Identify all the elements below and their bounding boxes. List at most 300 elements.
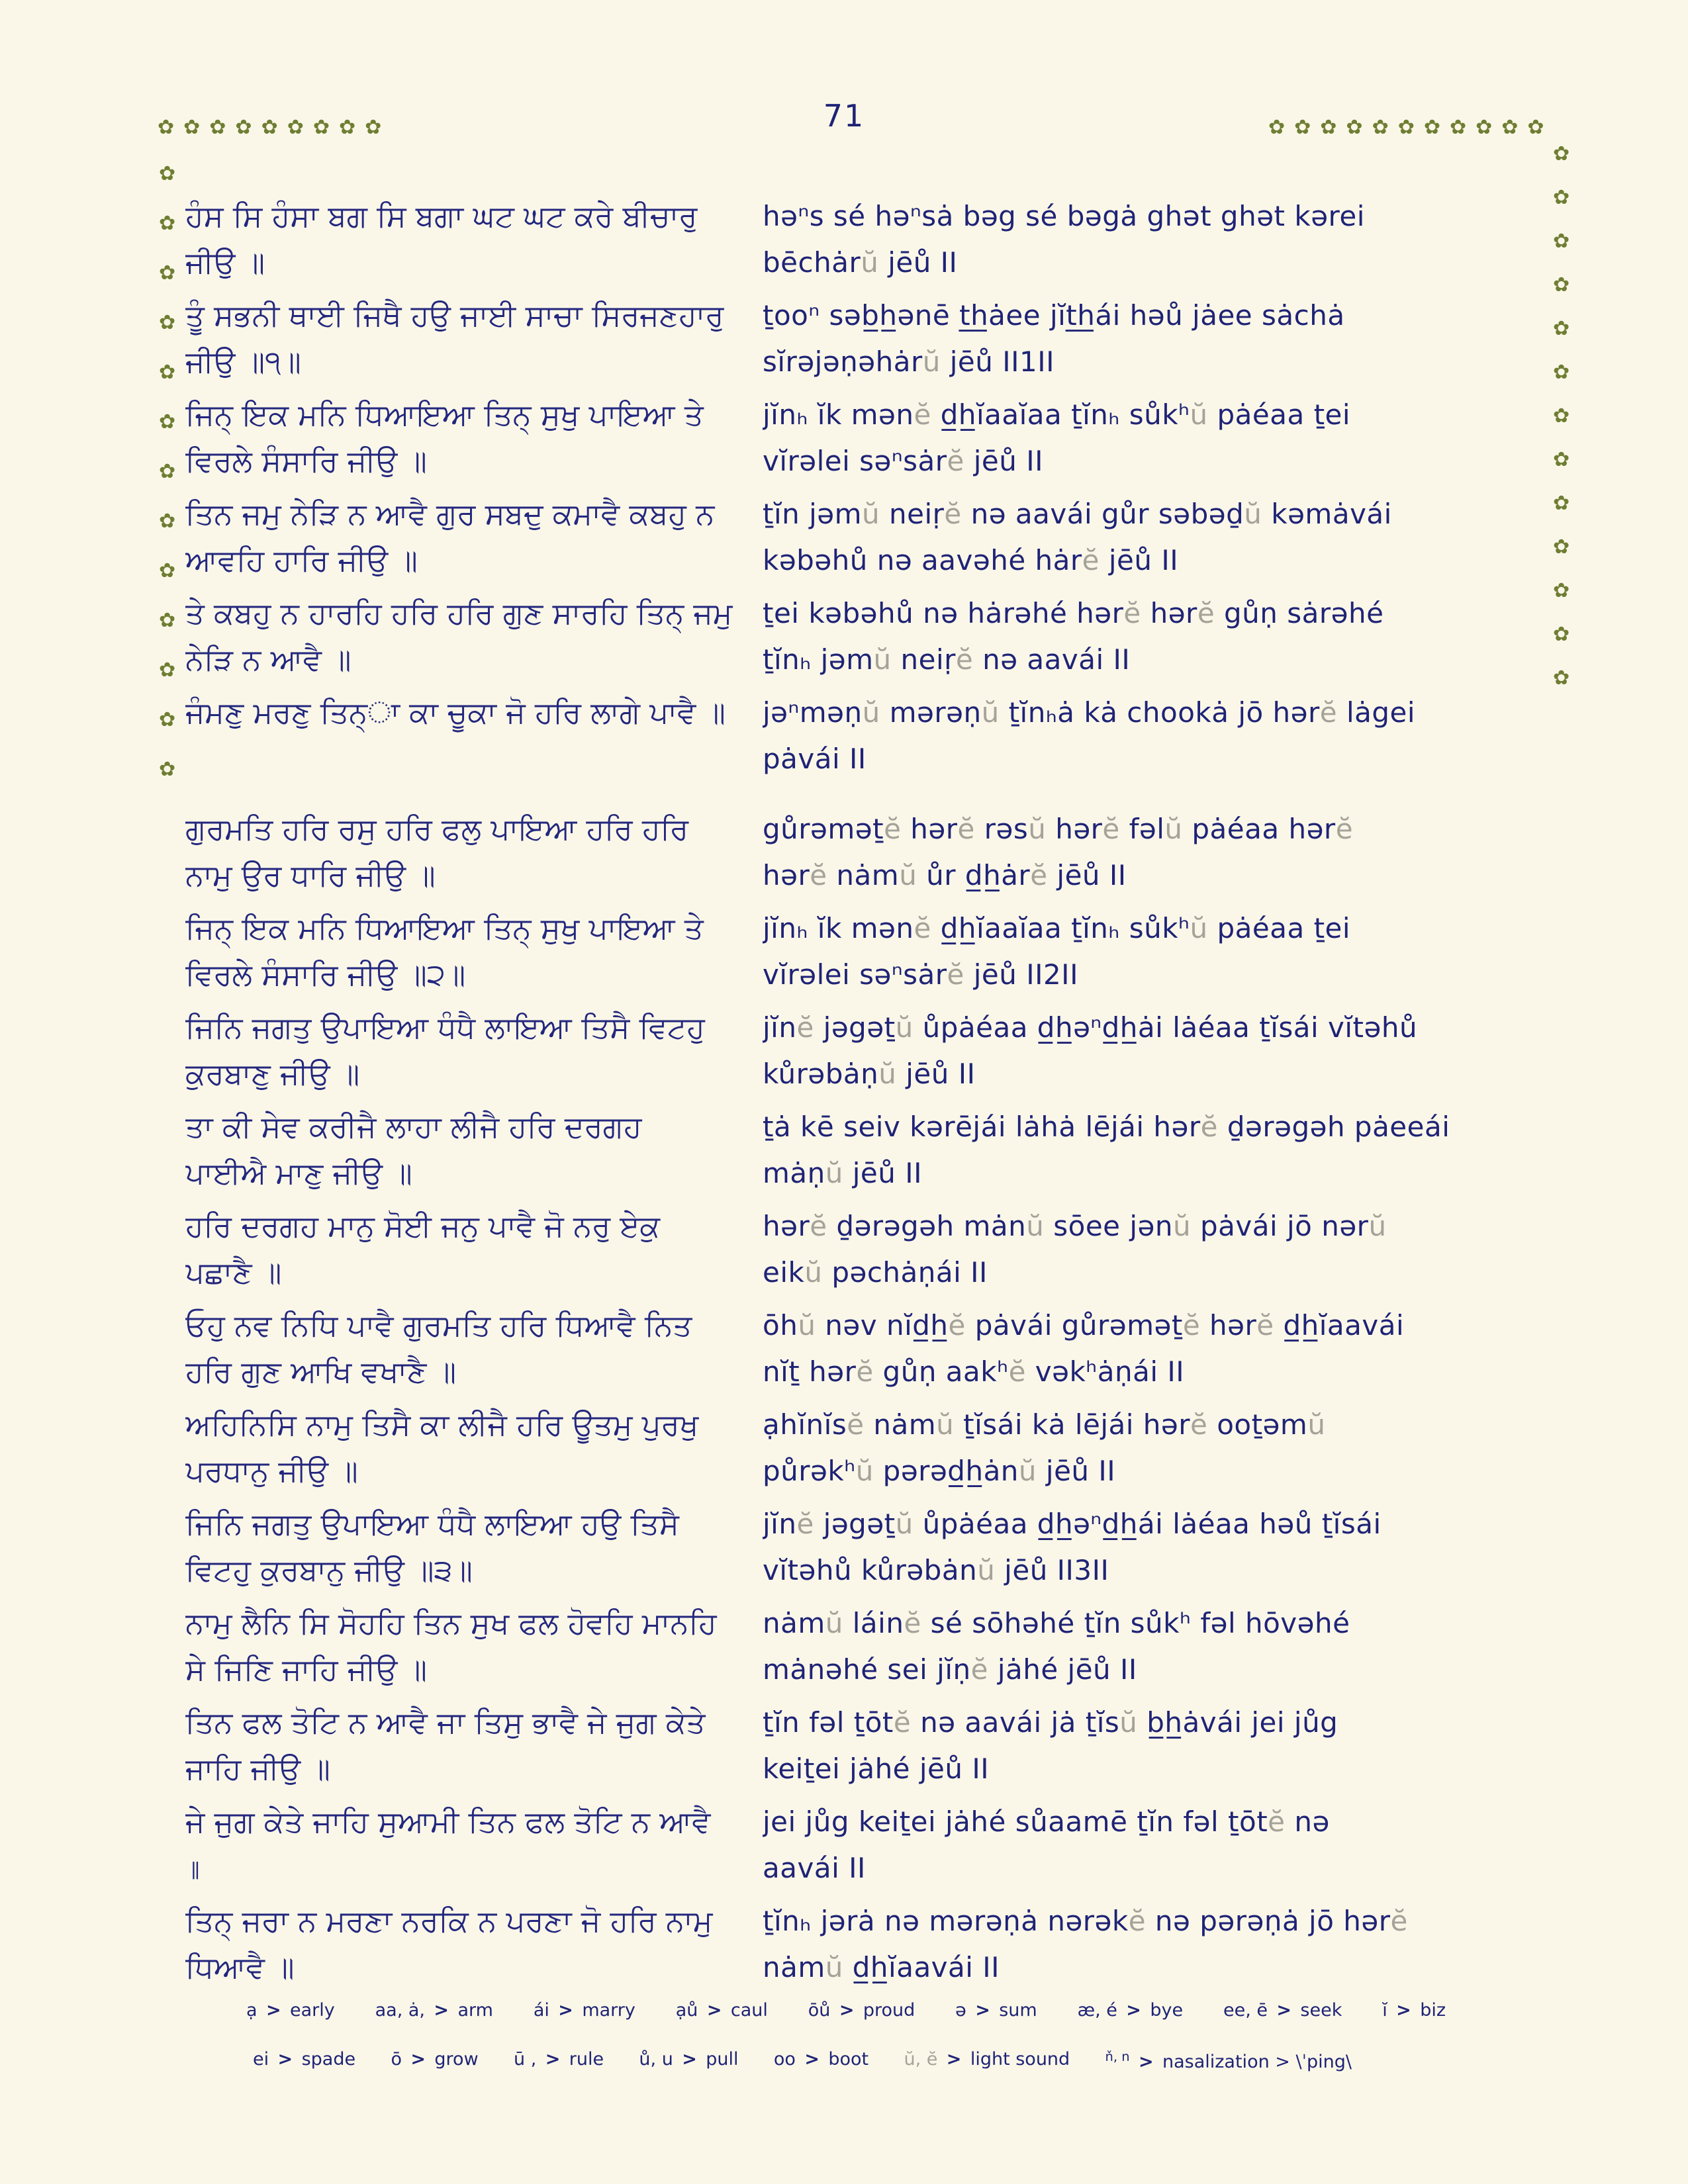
key-example-word: nasalization > \ˈping\ xyxy=(1162,2052,1352,2072)
gurmukhi-text xyxy=(185,1005,763,1097)
transliteration-text xyxy=(763,392,1539,484)
light-sound-letter: ĕ xyxy=(948,1309,966,1342)
transliteration-line: ṯĭn fəl ṯōtĕ nə aavái jȧ ṯĭsŭ b̲h̲ȧvái jei jůg xyxy=(763,1706,1338,1739)
flower-ornament-icon: ✿ xyxy=(159,559,176,582)
flower-ornament-icon: ✿ xyxy=(183,116,201,139)
light-sound-letter: ŭ xyxy=(855,1455,874,1487)
gurmukhi-line: ਕੁਰਬਾਣੁ ਜੀਉ ॥ xyxy=(185,1056,360,1091)
light-sound-letter: ĕ xyxy=(796,1011,814,1044)
key-separator: > xyxy=(404,2049,432,2070)
key-symbol: ō xyxy=(391,2049,402,2070)
pronunciation-key-item xyxy=(1223,2000,1342,2021)
pronunciation-key-item xyxy=(904,2049,1070,2072)
transliteration-text xyxy=(763,1501,1539,1594)
flower-ornament-icon: ✿ xyxy=(1423,116,1440,139)
light-sound-letter: ŭ xyxy=(1018,1455,1037,1487)
verse-row xyxy=(185,1700,1539,1792)
pronunciation-key-row-1 xyxy=(246,2000,1446,2021)
transliteration-line: ṯĭnₕ jəmŭ neiṛĕ nə aavái II xyxy=(763,643,1131,676)
light-sound-letter: ĕ xyxy=(955,643,974,676)
transliteration-line: jĭnĕ jəgəṯŭ ůpȧéaa d̲h̲əⁿd̲h̲ái lȧéaa həů ṯĭsái xyxy=(763,1508,1382,1540)
light-sound-letter: ŭ xyxy=(825,1951,843,1983)
transliteration-text xyxy=(763,905,1539,998)
light-sound-letter: ĕ xyxy=(1030,859,1048,891)
key-symbol: aa, ȧ, xyxy=(375,2000,426,2021)
key-example-word: caul xyxy=(730,2000,768,2021)
flower-ornament-icon: ✿ xyxy=(1553,317,1570,340)
transliteration-text xyxy=(763,1005,1539,1097)
light-sound-letter: ŭ xyxy=(873,643,892,676)
gurmukhi-line: ਤਿਨ ਜਮੁ ਨੇੜਿ ਨ ਆਵੈ ਗੁਰ ਸਬਦੁ ਕਮਾਵੈ ਕਬਹੁ ਨ xyxy=(185,496,715,531)
gurmukhi-text xyxy=(185,491,763,584)
gurmukhi-line: ਨਾਮੁ ਲੈਨਿ ਸਿ ਸੋਹਹਿ ਤਿਨ ਸੁਖ ਫਲ ਹੋਵਹਿ ਮਾਨਹਿ xyxy=(185,1606,717,1641)
pronunciation-key-item xyxy=(1078,2000,1183,2021)
light-sound-letter: ŭ, ĕ xyxy=(904,2049,938,2070)
key-symbol: ň, n xyxy=(1105,2049,1130,2064)
pronunciation-key-item xyxy=(391,2049,478,2072)
key-separator: > xyxy=(551,2000,580,2021)
light-sound-letter: ŭ xyxy=(1307,1408,1326,1441)
key-separator: > xyxy=(428,2000,455,2021)
light-sound-letter: ŭ xyxy=(878,1058,897,1090)
gurmukhi-line: ਵਿਰਲੇ ਸੰਸਾਰਿ ਜੀਉ ॥੨॥ xyxy=(185,957,466,992)
gurmukhi-text xyxy=(185,1402,763,1494)
transliteration-text xyxy=(763,1799,1539,1891)
gurmukhi-line: ਨਾਮੁ ਉਰ ਧਾਰਿ ਜੀਉ ॥ xyxy=(185,858,436,893)
light-sound-letter: ĕ xyxy=(1319,696,1338,729)
transliteration-line: ạhĭnĭsĕ nȧmŭ ṯĭsái kȧ lējái hərĕ ooṯəmŭ xyxy=(763,1408,1326,1441)
key-example-word: arm xyxy=(457,2000,493,2021)
gurmukhi-text xyxy=(185,392,763,484)
pronunciation-key-item xyxy=(514,2049,604,2072)
verse-row xyxy=(185,1898,1539,1991)
gurmukhi-line: ਹੰਸ ਸਿ ਹੰਸਾ ਬਗ ਸਿ ਬਗਾ ਘਟ ਘਟ ਕਰੇ ਬੀਚਾਰੁ xyxy=(185,199,698,234)
light-sound-letter: ŭ xyxy=(1368,1210,1387,1242)
verse-row xyxy=(185,905,1539,998)
transliteration-line: nĭṯ hərĕ gůṇ aakʰĕ vəkʰȧṇái II xyxy=(763,1355,1185,1388)
key-symbol: ů, u xyxy=(639,2049,673,2070)
gurmukhi-line: ਧਿਆਵੈ ॥ xyxy=(185,1950,295,1985)
key-symbol: oo xyxy=(773,2049,796,2070)
key-separator: > xyxy=(940,2049,968,2070)
gurmukhi-line: ਜਿਨ੍ ਇਕ ਮਨਿ ਧਿਆਇਆ ਤਿਨ੍ ਸੁਖੁ ਪਾਇਆ ਤੇ xyxy=(185,397,704,432)
light-sound-letter: ĕ xyxy=(1256,1309,1274,1342)
light-sound-letter: ŭ xyxy=(1164,813,1183,845)
key-example-word: light sound xyxy=(970,2049,1070,2070)
pronunciation-key-item xyxy=(375,2000,493,2021)
key-separator: > xyxy=(798,2049,826,2070)
gurmukhi-text xyxy=(185,193,763,286)
gurmukhi-text xyxy=(185,1898,763,1991)
key-example-word: early xyxy=(289,2000,335,2021)
light-sound-letter: ĕ xyxy=(914,398,931,431)
key-example-word: sum xyxy=(999,2000,1037,2021)
gurmukhi-line: ਤੇ ਕਬਹੁ ਨ ਹਾਰਹਿ ਹਰਿ ਹਰਿ ਗੁਣ ਸਾਰਹਿ ਤਿਨ੍ ਜਮੁ xyxy=(185,596,733,631)
light-sound-letter: ĕ xyxy=(796,1508,814,1540)
transliteration-line: mȧṇŭ jēů II xyxy=(763,1157,923,1189)
transliteration-line: kəbəhů nə aavəhé hȧrĕ jēů II xyxy=(763,544,1179,576)
light-sound-letter: ŭ xyxy=(895,1508,914,1540)
light-sound-letter: ĕ xyxy=(1190,1408,1208,1441)
key-example-word: bye xyxy=(1150,2000,1184,2021)
flower-ornament-icon: ✿ xyxy=(1553,404,1570,428)
verse-row xyxy=(185,1104,1539,1197)
key-example-word: proud xyxy=(863,2000,915,2021)
gurmukhi-text xyxy=(185,1302,763,1395)
transliteration-line: jĭnₕ ĭk mənĕ d̲h̲ĭaaĭaa ṯĭnₕ sůkʰŭ pȧéaa ṯei xyxy=(763,398,1351,431)
verse-row xyxy=(185,193,1539,286)
flower-ornament-icon: ✿ xyxy=(1553,273,1570,296)
light-sound-letter: ŭ xyxy=(899,859,917,891)
light-sound-letter: ĕ xyxy=(1128,1905,1147,1937)
flower-ornament-icon: ✿ xyxy=(159,460,176,483)
light-sound-letter: ŭ xyxy=(981,696,1000,729)
transliteration-text xyxy=(763,1402,1539,1494)
flower-ornament-icon: ✿ xyxy=(1553,230,1570,253)
light-sound-letter: ŭ xyxy=(1190,398,1208,431)
pronunciation-key-item xyxy=(246,2000,335,2021)
pronunciation-key-item xyxy=(639,2049,738,2072)
key-separator: > xyxy=(259,2000,287,2021)
pronunciation-key-item xyxy=(808,2000,915,2021)
light-sound-letter: ĕ xyxy=(970,1653,988,1686)
ornament-column-left xyxy=(159,164,175,780)
key-example-word: biz xyxy=(1420,2000,1446,2021)
verse-row xyxy=(185,690,1539,782)
key-symbol xyxy=(904,2049,937,2070)
pronunciation-key-item xyxy=(774,2049,868,2072)
gurmukhi-text xyxy=(185,1700,763,1792)
key-separator: > xyxy=(539,2049,567,2070)
transliteration-line: mȧnəhé sei jĭṇĕ jȧhé jēů II xyxy=(763,1653,1137,1686)
transliteration-line: aavái II xyxy=(763,1852,866,1884)
flower-ornament-icon: ✿ xyxy=(1553,492,1570,515)
transliteration-line: ṯooⁿ səb̲h̲ənē t̲h̲ȧee jĭt̲h̲ái həů jȧee sȧchȧ xyxy=(763,299,1345,332)
key-example-word: seek xyxy=(1300,2000,1342,2021)
transliteration-text xyxy=(763,1104,1539,1197)
light-sound-letter: ĕ xyxy=(957,813,975,845)
key-symbol: ei xyxy=(253,2049,269,2070)
gurmukhi-text xyxy=(185,1104,763,1197)
transliteration-line: gůrəməṯĕ hərĕ rəsŭ hərĕ fəlŭ pȧéaa hərĕ xyxy=(763,813,1354,845)
light-sound-letter: ĕ xyxy=(1390,1905,1408,1937)
flower-ornament-icon: ✿ xyxy=(1476,116,1493,139)
gurmukhi-text xyxy=(185,905,763,998)
key-example-word: spade xyxy=(301,2049,356,2070)
key-example-word: pull xyxy=(706,2049,739,2070)
light-sound-letter: ĕ xyxy=(847,1408,865,1441)
transliteration-text xyxy=(763,1898,1539,1991)
light-sound-letter: ŭ xyxy=(922,345,941,378)
gurmukhi-line: ਜਿਨਿ ਜਗਤੁ ਉਪਾਇਆ ਧੰਧੈ ਲਾਇਆ ਤਿਸੈ ਵਿਟਹੁ xyxy=(185,1010,705,1045)
key-example-word: marry xyxy=(582,2000,635,2021)
light-sound-letter: ŭ xyxy=(895,1011,914,1044)
pronunciation-key-item xyxy=(534,2000,635,2021)
gurmukhi-text xyxy=(185,590,763,683)
ornament-row-top-left xyxy=(158,118,381,138)
flower-ornament-icon: ✿ xyxy=(1553,186,1570,209)
flower-ornament-icon: ✿ xyxy=(1397,116,1415,139)
flower-ornament-icon: ✿ xyxy=(159,659,176,682)
key-separator: > xyxy=(1119,2000,1148,2021)
transliteration-line: hərĕ nȧmŭ ůr d̲h̲ȧrĕ jēů II xyxy=(763,859,1127,891)
light-sound-letter: ĕ xyxy=(1102,813,1120,845)
gurmukhi-line: ਜਿਨ੍ ਇਕ ਮਨਿ ਧਿਆਇਆ ਤਿਨ੍ ਸੁਖੁ ਪਾਇਆ ਤੇ xyxy=(185,911,704,946)
transliteration-line: kůrəbȧṇŭ jēů II xyxy=(763,1058,976,1090)
transliteration-text xyxy=(763,806,1539,899)
flower-ornament-icon: ✿ xyxy=(159,311,176,334)
transliteration-line: ōhŭ nəv nĭd̲h̲ĕ pȧvái gůrəməṯĕ hərĕ d̲h̲ĭaavái xyxy=(763,1309,1405,1342)
gurmukhi-line: ਗੁਰਮਤਿ ਹਰਿ ਰਸੁ ਹਰਿ ਫਲੁ ਪਾਇਆ ਹਰਿ ਹਰਿ xyxy=(185,811,688,846)
light-sound-letter: ĕ xyxy=(1268,1805,1286,1838)
verse-row xyxy=(185,293,1539,385)
light-sound-letter: ĕ xyxy=(1197,597,1215,629)
transliteration-line: jei jůg keiṯei jȧhé sůaamē ṯĭn fəl ṯōtĕ nə xyxy=(763,1805,1330,1838)
key-separator: > xyxy=(271,2049,299,2070)
key-example-word: rule xyxy=(569,2049,604,2070)
verses-container xyxy=(185,193,1539,1997)
light-sound-letter: ĕ xyxy=(1082,544,1100,576)
light-sound-letter: ŭ xyxy=(861,246,879,279)
flower-ornament-icon: ✿ xyxy=(159,361,176,384)
verse-row xyxy=(185,491,1539,584)
key-symbol: ee, ē xyxy=(1223,2000,1268,2021)
page-number: 71 xyxy=(823,98,865,134)
light-sound-letter: ŭ xyxy=(1026,1210,1045,1242)
pronunciation-key-row-2 xyxy=(253,2049,1352,2072)
transliteration-line: ṯei kəbəhů nə hȧrəhé hərĕ hərĕ gůṇ sȧrəhé xyxy=(763,597,1384,629)
key-symbol: ạ xyxy=(246,2000,258,2021)
gurmukhi-line: ਤੂੰ ਸਭਨੀ ਥਾਈ ਜਿਥੈ ਹਉ ਜਾਈ ਸਾਚਾ ਸਿਰਜਣਹਾਰੁ xyxy=(185,298,724,333)
key-symbol: ái xyxy=(533,2000,549,2021)
flower-ornament-icon: ✿ xyxy=(159,261,176,285)
light-sound-letter: ŭ xyxy=(1244,498,1262,530)
key-symbol: ōů xyxy=(808,2000,831,2021)
verse-row xyxy=(185,1203,1539,1296)
gurmukhi-text xyxy=(185,1799,763,1891)
gurmukhi-line: ਵਿਰਲੇ ਸੰਸਾਰਿ ਜੀਉ ॥ xyxy=(185,443,427,478)
verse-row xyxy=(185,1302,1539,1395)
flower-ornament-icon: ✿ xyxy=(1553,448,1570,471)
light-sound-letter: ĕ xyxy=(1182,1309,1201,1342)
gurmukhi-line: ਨੇੜਿ ਨ ਆਵੈ ॥ xyxy=(185,642,352,677)
transliteration-text xyxy=(763,1600,1539,1693)
transliteration-line: jĭnĕ jəgəṯŭ ůpȧéaa d̲h̲əⁿd̲h̲ȧi lȧéaa ṯĭsái vĭtəhů xyxy=(763,1011,1418,1044)
transliteration-line: ṯĭnₕ jərȧ nə mərəṇȧ nərəkĕ nə pərəṇȧ jō hərĕ xyxy=(763,1905,1408,1937)
light-sound-letter: ŭ xyxy=(1119,1706,1138,1739)
light-sound-letter: ŭ xyxy=(1173,1210,1192,1242)
verse-row xyxy=(185,1402,1539,1494)
gurmukhi-line: ਜੇ ਜੁਗ ਕੇਤੇ ਜਾਹਿ ਸੁਆਮੀ ਤਿਨ ਫਲ ਤੋਟਿ ਨ ਆਵੈ xyxy=(185,1804,711,1839)
light-sound-letter: ĕ xyxy=(884,813,902,845)
transliteration-line: bēchȧrŭ jēů II xyxy=(763,246,958,279)
flower-ornament-icon: ✿ xyxy=(159,609,176,632)
transliteration-text xyxy=(763,590,1539,683)
verse-row xyxy=(185,590,1539,683)
gurmukhi-line: ਤਿਨ ਫਲ ਤੋਟਿ ਨ ਆਵੈ ਜਾ ਤਿਸੁ ਭਾਵੈ ਜੇ ਜੁਗ ਕੇਤੇ xyxy=(185,1705,706,1740)
transliteration-line: hərĕ ḏərəgəh mȧnŭ sōee jənŭ pȧvái jō nərŭ xyxy=(763,1210,1387,1242)
flower-ornament-icon: ✿ xyxy=(1372,116,1389,139)
light-sound-letter: ĕ xyxy=(810,1210,827,1242)
transliteration-line: ṯĭn jəmŭ neiṛĕ nə aavái gůr səbəḏŭ kəmȧvái xyxy=(763,498,1392,530)
gurmukhi-line: ਓਹੁ ਨਵ ਨਿਧਿ ਪਾਵੈ ਗੁਰਮਤਿ ਹਰਿ ਧਿਆਵੈ ਨਿਤ xyxy=(185,1308,692,1343)
transliteration-text xyxy=(763,1700,1539,1792)
gurmukhi-text xyxy=(185,1501,763,1594)
transliteration-line: vĭtəhů kůrəbȧnŭ jēů II3II xyxy=(763,1554,1109,1586)
light-sound-letter: ŭ xyxy=(825,1157,843,1189)
key-symbol: æ, é xyxy=(1077,2000,1117,2021)
light-sound-letter: ĕ xyxy=(893,1706,912,1739)
transliteration-line: sĭrəjəṇəhȧrŭ jēů II1II xyxy=(763,345,1055,378)
flower-ornament-icon: ✿ xyxy=(338,116,356,139)
key-separator: > xyxy=(700,2000,728,2021)
flower-ornament-icon: ✿ xyxy=(1527,116,1544,139)
transliteration-line: nȧmŭ d̲h̲ĭaavái II xyxy=(763,1951,1000,1983)
ornament-column-right xyxy=(1553,144,1570,688)
light-sound-letter: ŭ xyxy=(804,1256,823,1289)
key-symbol: ū , xyxy=(514,2049,537,2070)
key-separator: > xyxy=(968,2000,997,2021)
light-sound-letter: ĕ xyxy=(1200,1111,1218,1143)
flower-ornament-icon: ✿ xyxy=(261,116,278,139)
key-example-word: grow xyxy=(434,2049,479,2070)
flower-ornament-icon: ✿ xyxy=(1553,623,1570,646)
flower-ornament-icon: ✿ xyxy=(159,510,176,533)
flower-ornament-icon: ✿ xyxy=(1553,361,1570,384)
gurmukhi-line: ਆਵਹਿ ਹਾਰਿ ਜੀਉ ॥ xyxy=(185,543,418,578)
key-symbol: ĭ xyxy=(1382,2000,1387,2021)
transliteration-text xyxy=(763,193,1539,286)
transliteration-line: keiṯei jȧhé jēů II xyxy=(763,1752,990,1785)
gurmukhi-line: ਤਾ ਕੀ ਸੇਵ ਕਰੀਜੈ ਲਾਹਾ ਲੀਜੈ ਹਰਿ ਦਰਗਹ xyxy=(185,1109,642,1144)
pronunciation-key-item xyxy=(676,2000,768,2021)
transliteration-line: nȧmŭ láinĕ sé sōhəhé ṯĭn sůkʰ fəl hōvəhé xyxy=(763,1607,1350,1639)
gurmukhi-line: ਪਰਧਾਨੁ ਜੀਉ ॥ xyxy=(185,1453,358,1488)
light-sound-letter: ŭ xyxy=(1190,912,1208,944)
light-sound-letter: ĕ xyxy=(944,498,962,530)
gurmukhi-text xyxy=(185,1600,763,1693)
flower-ornament-icon: ✿ xyxy=(1553,579,1570,602)
verse-row xyxy=(185,1600,1539,1693)
transliteration-line: půrəkʰŭ pərəd̲h̲ȧnŭ jēů II xyxy=(763,1455,1116,1487)
transliteration-text xyxy=(763,1302,1539,1395)
flower-ornament-icon: ✿ xyxy=(1268,116,1286,139)
transliteration-text xyxy=(763,690,1539,782)
gurmukhi-line: ਜਾਹਿ ਜੀਉ ॥ xyxy=(185,1751,330,1786)
gurmukhi-line: ਵਿਟਹੁ ਕੁਰਬਾਨੁ ਜੀਉ ॥੩॥ xyxy=(185,1553,473,1588)
gurmukhi-line: ਅਹਿਨਿਸਿ ਨਾਮੁ ਤਿਸੈ ਕਾ ਲੀਜੈ ਹਰਿ ਊਤਮੁ ਪੁਰਖੁ xyxy=(185,1407,699,1442)
gurmukhi-line: ਜੰਮਣੁ ਮਰਣੁ ਤਿਨ੍ਾ ਕਾ ਚੂਕਾ ਜੋ ਹਰਿ ਲਾਗੇ ਪਾਵੈ ॥ xyxy=(185,695,726,730)
pronunciation-key-item xyxy=(955,2000,1037,2021)
gurmukhi-line: ਜੀਉ ॥ xyxy=(185,245,265,280)
verse-row xyxy=(185,806,1539,899)
pronunciation-key-item xyxy=(253,2049,355,2072)
light-sound-letter: ĕ xyxy=(914,912,931,944)
key-separator: > xyxy=(1270,2000,1298,2021)
light-sound-letter: ĕ xyxy=(1123,597,1141,629)
transliteration-line: həⁿs sé həⁿsȧ bəg sé bəgȧ ghət ghət kərei xyxy=(763,200,1365,232)
flower-ornament-icon: ✿ xyxy=(1553,666,1570,690)
flower-ornament-icon: ✿ xyxy=(1501,116,1519,139)
key-separator: > xyxy=(1132,2052,1160,2072)
gurmukhi-text xyxy=(185,690,763,782)
transliteration-line: ṯȧ kē seiv kərējái lȧhȧ lējái hərĕ ḏərəgəh pȧeeái xyxy=(763,1111,1450,1143)
gurmukhi-text xyxy=(185,1203,763,1296)
gurmukhi-line: ਹਰਿ ਦਰਗਹ ਮਾਨੁ ਸੋਈ ਜਨੁ ਪਾਵੈ ਜੋ ਨਰੁ ਏਕੁ xyxy=(185,1208,661,1244)
verse-row xyxy=(185,1501,1539,1594)
light-sound-letter: ŭ xyxy=(862,696,880,729)
key-separator: > xyxy=(833,2000,861,2021)
key-symbol: ə xyxy=(955,2000,966,2021)
light-sound-letter: ĕ xyxy=(1008,1355,1026,1388)
light-sound-letter: ĕ xyxy=(810,859,827,891)
ornament-row-top-right xyxy=(1268,118,1544,138)
gurmukhi-line: ਹਰਿ ਗੁਣ ਆਖਿ ਵਖਾਣੈ ॥ xyxy=(185,1354,457,1389)
transliteration-line: vĭrəlei səⁿsȧrĕ jēů II2II xyxy=(763,958,1078,991)
flower-ornament-icon: ✿ xyxy=(1553,142,1570,165)
key-separator: > xyxy=(675,2049,704,2070)
gurmukhi-line: ਪਛਾਣੈ ॥ xyxy=(185,1255,282,1290)
light-sound-letter: ĕ xyxy=(947,445,964,477)
light-sound-letter: ĕ xyxy=(904,1607,921,1639)
flower-ornament-icon: ✿ xyxy=(1320,116,1337,139)
gurmukhi-line: ॥ xyxy=(185,1850,206,1886)
gurmukhi-line: ਸੇ ਜਿਣਿ ਜਾਹਿ ਜੀਉ ॥ xyxy=(185,1652,428,1687)
flower-ornament-icon: ✿ xyxy=(159,212,176,235)
key-separator: > xyxy=(1389,2000,1418,2021)
key-symbol: ạů xyxy=(675,2000,698,2021)
flower-ornament-icon: ✿ xyxy=(1449,116,1467,139)
light-sound-letter: ŭ xyxy=(1028,813,1047,845)
gurmukhi-text xyxy=(185,806,763,899)
transliteration-line: jəⁿməṇŭ mərəṇŭ ṯĭnₕȧ kȧ chookȧ jō hərĕ lȧgei xyxy=(763,696,1416,729)
transliteration-line: jĭnₕ ĭk mənĕ d̲h̲ĭaaĭaa ṯĭnₕ sůkʰŭ pȧéaa ṯei xyxy=(763,912,1351,944)
flower-ornament-icon: ✿ xyxy=(1294,116,1311,139)
light-sound-letter: ĕ xyxy=(947,958,964,991)
flower-ornament-icon: ✿ xyxy=(235,116,252,139)
gurmukhi-line: ਤਿਨ੍ ਜਰਾ ਨ ਮਰਣਾ ਨਰਕਿ ਨ ਪਰਣਾ ਜੋ ਹਰਿ ਨਾਮੁ xyxy=(185,1903,713,1938)
light-sound-letter: ĕ xyxy=(856,1355,874,1388)
flower-ornament-icon: ✿ xyxy=(1553,535,1570,559)
gurmukhi-line: ਪਾਈਐ ਮਾਣੁ ਜੀਉ ॥ xyxy=(185,1156,412,1191)
pronunciation-key-item xyxy=(1105,2049,1352,2072)
flower-ornament-icon: ✿ xyxy=(365,116,382,139)
light-sound-letter: ŭ xyxy=(977,1554,996,1586)
gurmukhi-line: ਜੀਉ ॥੧॥ xyxy=(185,344,301,379)
transliteration-text xyxy=(763,293,1539,385)
flower-ornament-icon: ✿ xyxy=(159,758,176,781)
verse-row xyxy=(185,1005,1539,1097)
pronunciation-key-item xyxy=(1382,2000,1446,2021)
verse-row xyxy=(185,392,1539,484)
flower-ornament-icon: ✿ xyxy=(158,116,175,139)
transliteration-text xyxy=(763,491,1539,584)
gurmukhi-line: ਜਿਨਿ ਜਗਤੁ ਉਪਾਇਆ ਧੰਧੈ ਲਾਇਆ ਹਉ ਤਿਸੈ xyxy=(185,1506,679,1541)
light-sound-letter: ĕ xyxy=(1335,813,1354,845)
transliteration-line: pȧvái II xyxy=(763,743,867,775)
flower-ornament-icon: ✿ xyxy=(159,162,176,185)
flower-ornament-icon: ✿ xyxy=(287,116,304,139)
flower-ornament-icon: ✿ xyxy=(159,708,176,731)
light-sound-letter: ŭ xyxy=(862,498,880,530)
transliteration-line: eikŭ pəchȧṇái II xyxy=(763,1256,988,1289)
flower-ornament-icon: ✿ xyxy=(209,116,226,139)
light-sound-letter: ŭ xyxy=(936,1408,955,1441)
gurmukhi-text xyxy=(185,293,763,385)
transliteration-line: vĭrəlei səⁿsȧrĕ jēů II xyxy=(763,445,1043,477)
flower-ornament-icon: ✿ xyxy=(1346,116,1363,139)
light-sound-letter: ŭ xyxy=(825,1607,843,1639)
